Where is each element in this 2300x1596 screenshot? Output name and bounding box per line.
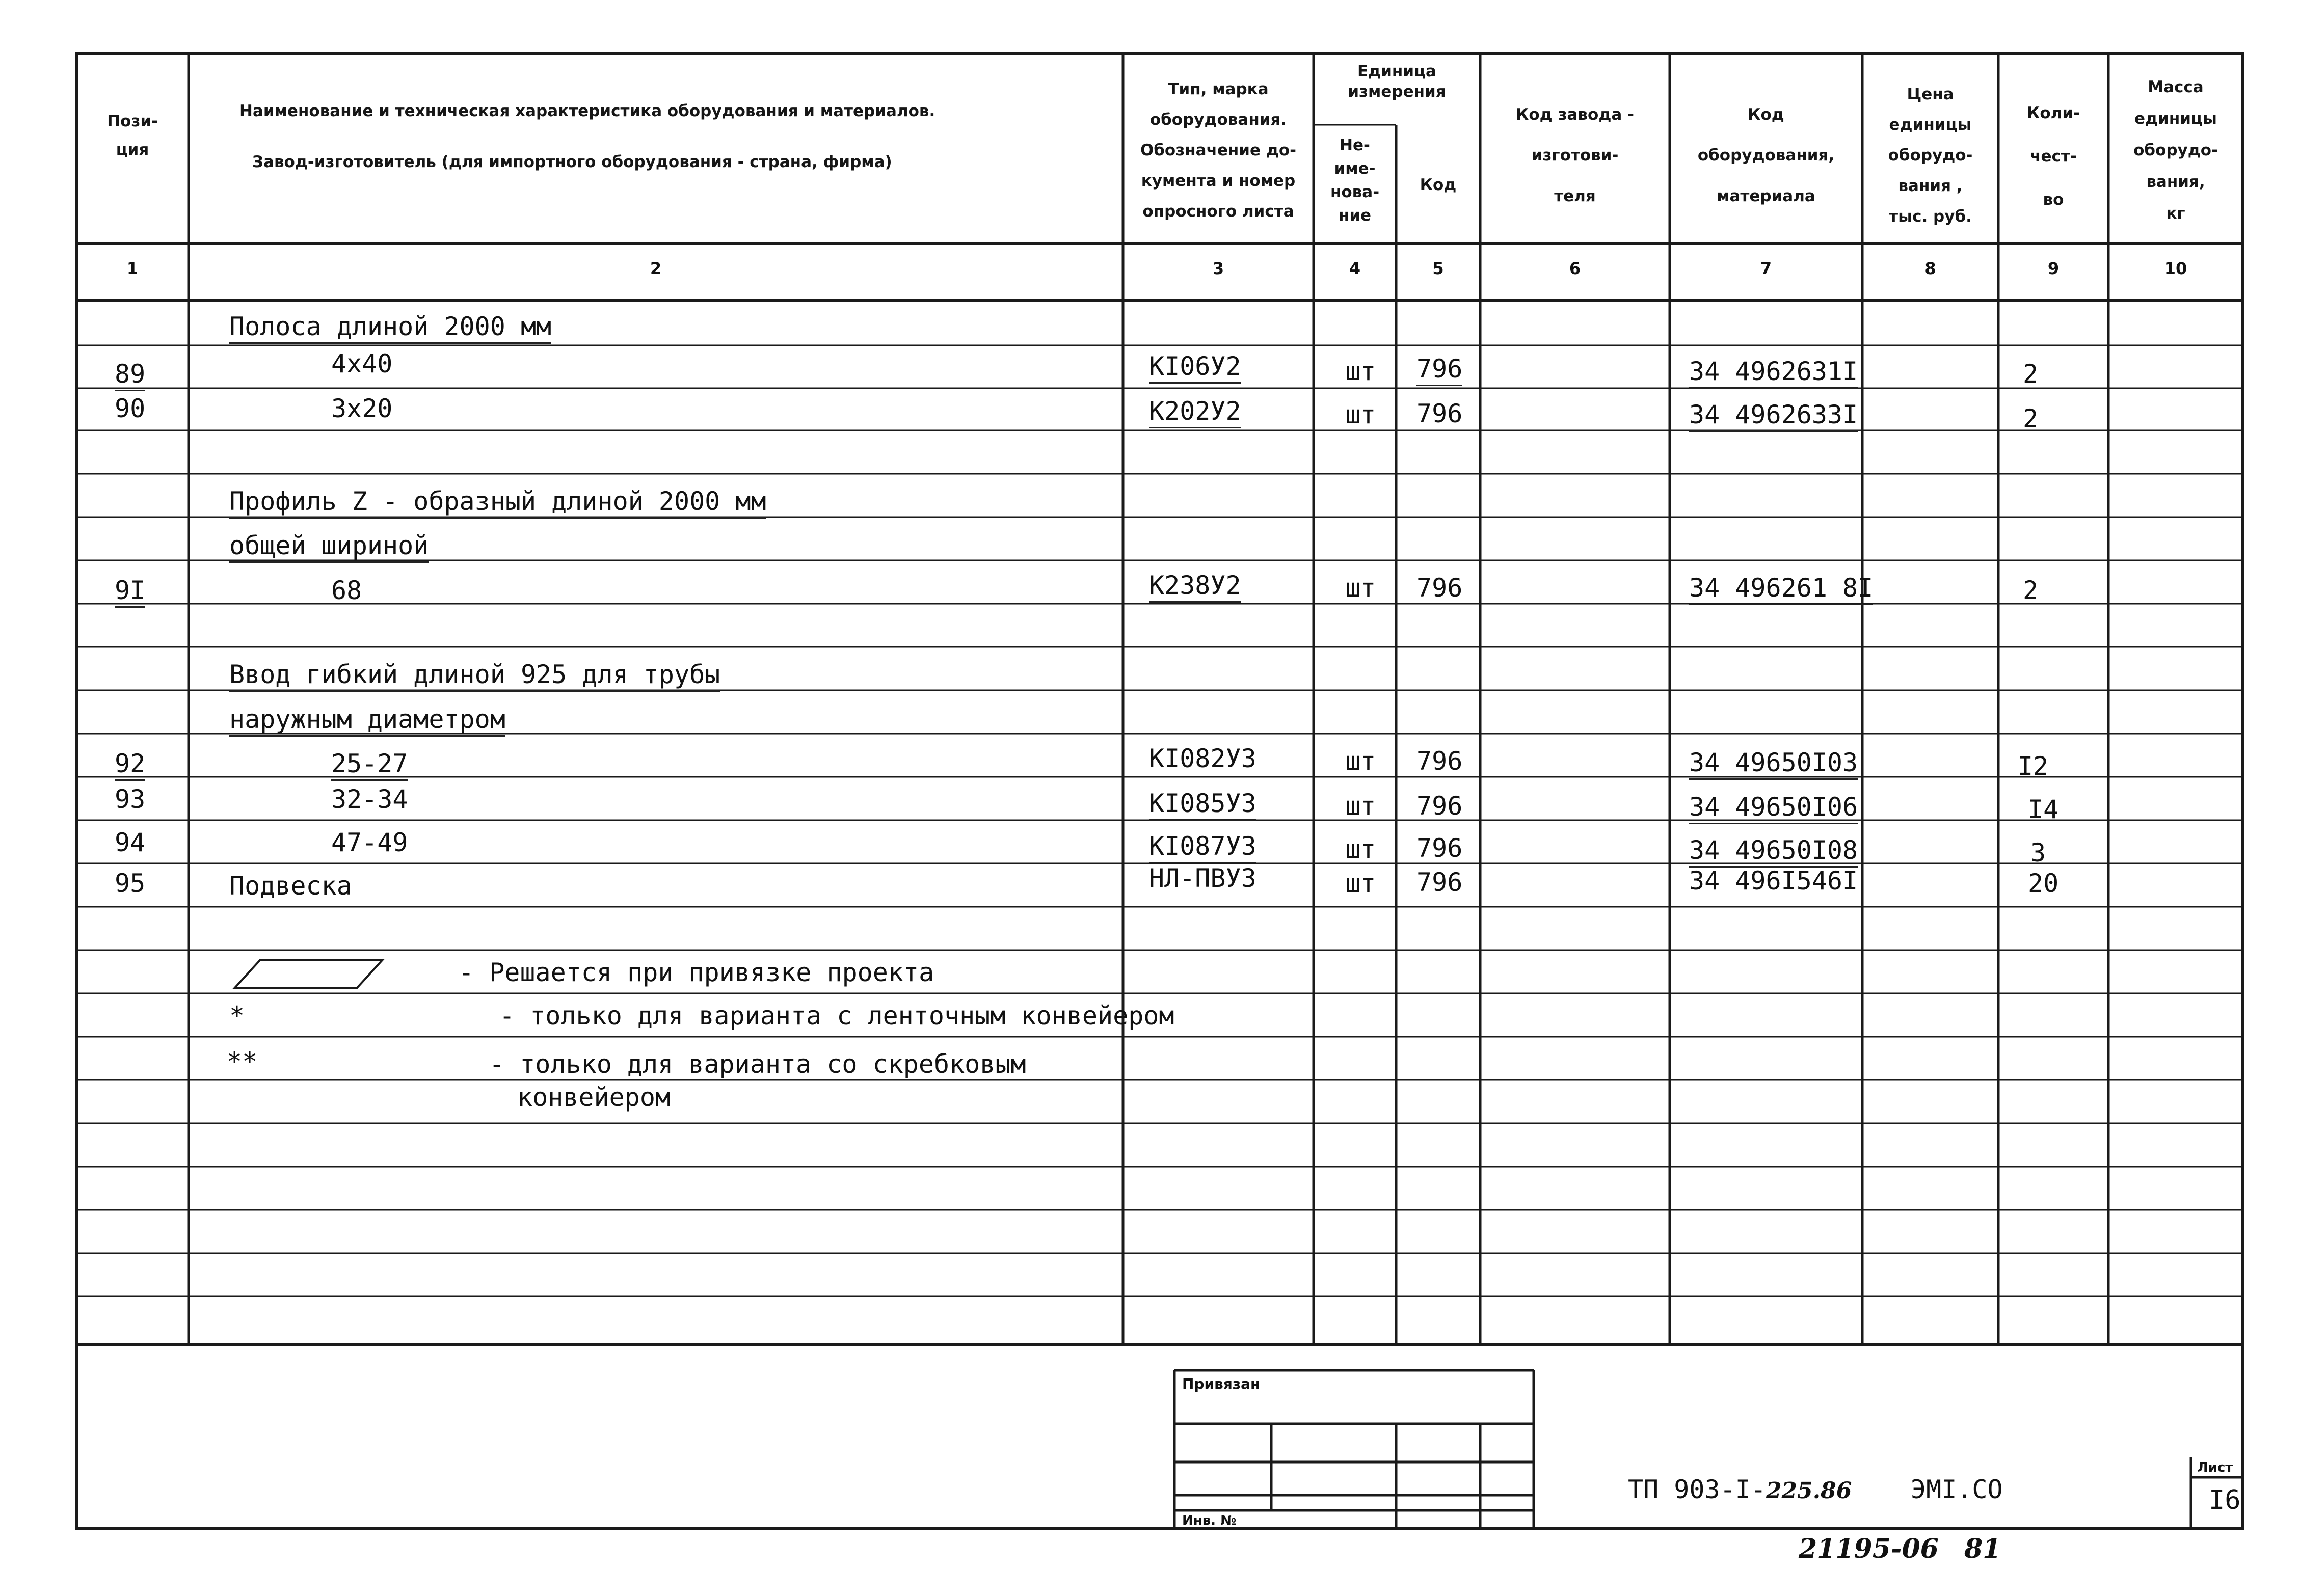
item-name: общей шириной (229, 531, 429, 563)
header-mass: Масса единицы оборудо- вания, кг (2133, 78, 2218, 223)
item-unit: шт (1345, 791, 1376, 821)
item-name: Подвеска (229, 871, 352, 901)
note-mark: * (229, 1001, 245, 1031)
item-unit: шт (1345, 573, 1376, 603)
sheet-number: I6 (2209, 1485, 2241, 1516)
col-number: 6 (1569, 259, 1581, 278)
item-name: Профиль Z - образный длиной 2000 мм (229, 486, 766, 519)
note-text: - только для варианта с ленточным конвейером (499, 1001, 1174, 1031)
item-name: 47-49 (331, 828, 408, 857)
handwritten-archive-number: 21195-06 (1799, 1533, 1939, 1564)
item-type: КI087У3 (1149, 831, 1256, 863)
header-price: Цена единицы оборудо- вания , тыс. руб. (1888, 85, 1973, 226)
item-unit: шт (1345, 869, 1376, 898)
item-quantity: 2 (2023, 359, 2039, 389)
item-unit: шт (1345, 357, 1376, 386)
item-unit: шт (1345, 400, 1376, 429)
item-equipment-code: 34 49650I08 (1689, 835, 1858, 868)
note-mark: ** (227, 1047, 258, 1076)
col-number: 1 (126, 259, 139, 278)
item-equipment-code: 34 496261 8I (1689, 573, 1873, 605)
item-equipment-code: 34 49650I03 (1689, 748, 1858, 780)
item-type: К202У2 (1149, 396, 1241, 428)
item-name: 68 (331, 576, 362, 605)
item-equipment-code: 34 4962633I (1689, 400, 1858, 432)
stamp-inventory-no: Инв. № (1182, 1513, 1237, 1528)
header-position: Пози- ция (107, 112, 158, 159)
item-equipment-code: 34 4962631I (1689, 357, 1858, 389)
header-unit-group: Единица измерения (1348, 62, 1446, 101)
document-mark: ЭМI.СО (1911, 1475, 2003, 1504)
stamp-privyazan: Привязан (1182, 1375, 1261, 1392)
item-name: наружным диаметром (229, 705, 505, 737)
position-number: 94 (115, 828, 146, 857)
item-unit-code: 796 (1416, 868, 1463, 897)
item-type: КI06У2 (1149, 351, 1241, 384)
note-text: - только для варианта со скребковым (489, 1049, 1026, 1079)
position-number: 92 (115, 749, 145, 781)
position-number: 89 (115, 359, 145, 391)
col-number: 4 (1349, 259, 1361, 278)
position-number: 93 (115, 785, 146, 814)
item-unit-code: 796 (1416, 791, 1463, 821)
col-number: 9 (2047, 259, 2060, 278)
item-unit-code: 796 (1416, 573, 1463, 603)
item-quantity: 3 (2030, 838, 2046, 868)
position-number: 90 (115, 394, 146, 423)
header-name-line2: Завод-изготовитель (для импортного оборудования - страна, фирма) (252, 153, 892, 171)
item-unit-code: 796 (1416, 746, 1463, 776)
item-unit: шт (1345, 834, 1376, 864)
item-type: КI082У3 (1149, 744, 1256, 773)
item-type: КI085У3 (1149, 789, 1256, 821)
header-quantity: Коли- чест- во (2027, 104, 2080, 209)
col-number: 2 (650, 259, 662, 278)
document-code: ТП 903-I-225.86 (1628, 1475, 1852, 1504)
item-name: Ввод гибкий длиной 925 для трубы (229, 660, 720, 692)
item-name: 25-27 (331, 749, 408, 781)
item-unit: шт (1345, 746, 1376, 776)
item-unit-code: 796 (1416, 399, 1463, 428)
position-number: 9I (115, 576, 145, 608)
item-equipment-code: 34 496I546I (1689, 866, 1858, 896)
col-number: 8 (1924, 259, 1936, 278)
item-type: К238У2 (1149, 571, 1241, 603)
item-name: Полоса длиной 2000 мм (229, 312, 551, 344)
item-quantity: I2 (2018, 751, 2049, 781)
item-quantity: I4 (2028, 795, 2059, 824)
position-number: 95 (115, 869, 146, 898)
item-unit-code: 796 (1416, 833, 1463, 863)
handwritten-page-number: 81 (1964, 1533, 2001, 1564)
header-unit-code: Код (1420, 176, 1457, 194)
item-quantity: 2 (2023, 404, 2039, 434)
col-number: 7 (1760, 259, 1772, 278)
header-factory-code: Код завода - изготови- теля (1516, 105, 1634, 205)
col-number: 5 (1432, 259, 1444, 278)
item-name: 32-34 (331, 785, 408, 814)
item-unit-code: 796 (1416, 354, 1462, 386)
item-quantity: 2 (2023, 576, 2039, 605)
item-name: 4х40 (331, 349, 393, 378)
item-name: 3х20 (331, 394, 393, 423)
col-number: 10 (2164, 259, 2187, 278)
header-type: Тип, марка оборудования. Обозначение до- кумента и номер опросного листа (1140, 80, 1297, 221)
document-code-handwritten: 225.86 (1766, 1478, 1852, 1504)
note-text: - Решается при привязке проекта (459, 958, 934, 987)
note-text: конвейером (517, 1083, 671, 1112)
header-name-line1: Наименование и техническая характеристика оборудования и материалов. (239, 102, 935, 120)
header-equipment-code: Код оборудования, материала (1697, 105, 1835, 205)
item-equipment-code: 34 49650I06 (1689, 792, 1858, 824)
item-quantity: 20 (2028, 869, 2059, 898)
sheet-label: Лист (2197, 1460, 2233, 1475)
item-type: НЛ-ПВУ3 (1149, 863, 1256, 893)
header-unit-name: Не- име- нова- ние (1330, 136, 1380, 225)
col-number: 3 (1212, 259, 1224, 278)
